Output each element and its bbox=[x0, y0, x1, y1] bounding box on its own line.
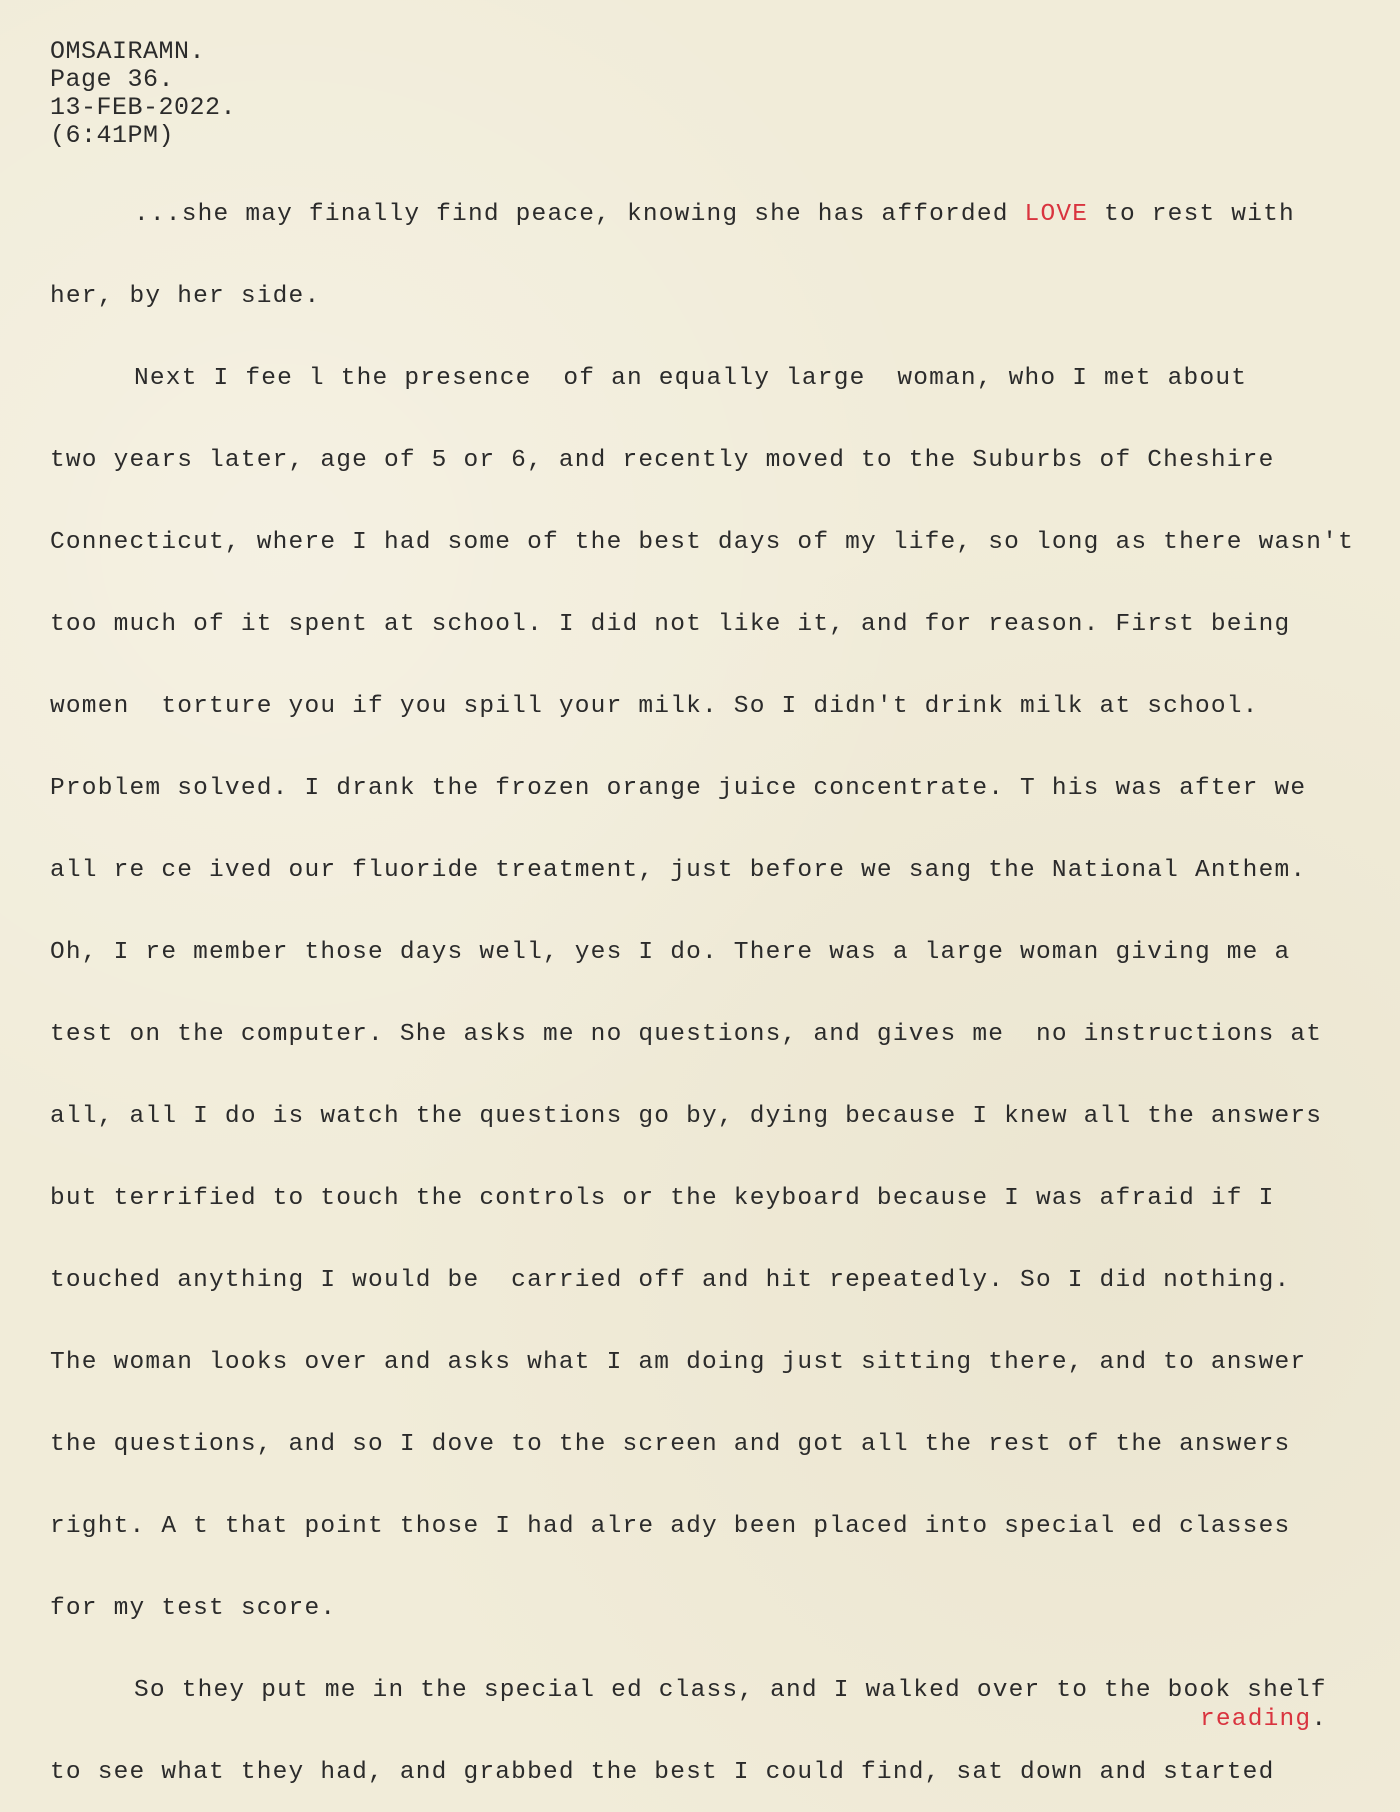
text-line: the questions, and so I dove to the screen and got all the rest of the answers bbox=[50, 1431, 1291, 1458]
red-word-love: LOVE bbox=[1024, 201, 1089, 228]
text-line: So they put me in the special ed class, and I walked over to the book shelf bbox=[134, 1677, 1327, 1704]
text-line: Problem solved. I drank the frozen orange juice concentrate. T his was after we bbox=[50, 775, 1307, 802]
text-line: The woman looks over and asks what I am doing just sitting there, and to answer bbox=[50, 1349, 1307, 1376]
period-mark: . bbox=[1311, 1706, 1328, 1733]
text-line: test on the computer. She asks me no questions, and gives me no instructions at bbox=[50, 1021, 1323, 1048]
text-line: Connecticut, where I had some of the best days of my life, so long as there wasn't bbox=[50, 529, 1354, 556]
text-line: right. A t that point those I had alre ady been placed into special ed classes bbox=[50, 1513, 1291, 1540]
page-header bbox=[50, 38, 236, 150]
text-segment: ...she may finally find peace, knowing she has afforded bbox=[134, 201, 1025, 228]
text-line: women torture you if you spill your milk. So I didn't drink milk at school. bbox=[50, 693, 1259, 720]
page-number: Page 36. bbox=[50, 65, 175, 94]
text-line: to see what they had, and grabbed the best I could find, sat down and started bbox=[50, 1759, 1275, 1786]
text-segment: to rest with bbox=[1088, 201, 1295, 228]
page-time: (6:41PM) bbox=[50, 121, 175, 150]
text-line: two years later, age of 5 or 6, and recently moved to the Suburbs of Cheshire bbox=[50, 447, 1275, 474]
text-line: Oh, I re member those days well, yes I do. There was a large woman giving me a bbox=[50, 939, 1291, 966]
text-line: too much of it spent at school. I did not like it, and for reason. First being bbox=[50, 611, 1291, 638]
text-line: all re ce ived our fluoride treatment, just before we sang the National Anthem. bbox=[50, 857, 1307, 884]
red-word-text: reading bbox=[1200, 1706, 1312, 1733]
author-name: OMSAIRAMN. bbox=[50, 37, 206, 66]
page-date: 13-FEB-2022. bbox=[50, 93, 237, 122]
text-line: all, all I do is watch the questions go by, dying because I knew all the answers bbox=[50, 1103, 1323, 1130]
text-line bbox=[50, 200, 1295, 230]
text-line: touched anything I would be carried off and hit repeatedly. So I did nothing. bbox=[50, 1267, 1291, 1294]
text-line: for my test score. bbox=[50, 1595, 337, 1622]
text-line: but terrified to touch the controls or the keyboard because I was afraid if I bbox=[50, 1185, 1275, 1212]
text-line: her, by her side. bbox=[50, 283, 321, 310]
red-word-reading bbox=[1200, 1706, 1327, 1733]
text-line: Next I fee l the presence of an equally large woman, who I met about bbox=[134, 365, 1248, 392]
